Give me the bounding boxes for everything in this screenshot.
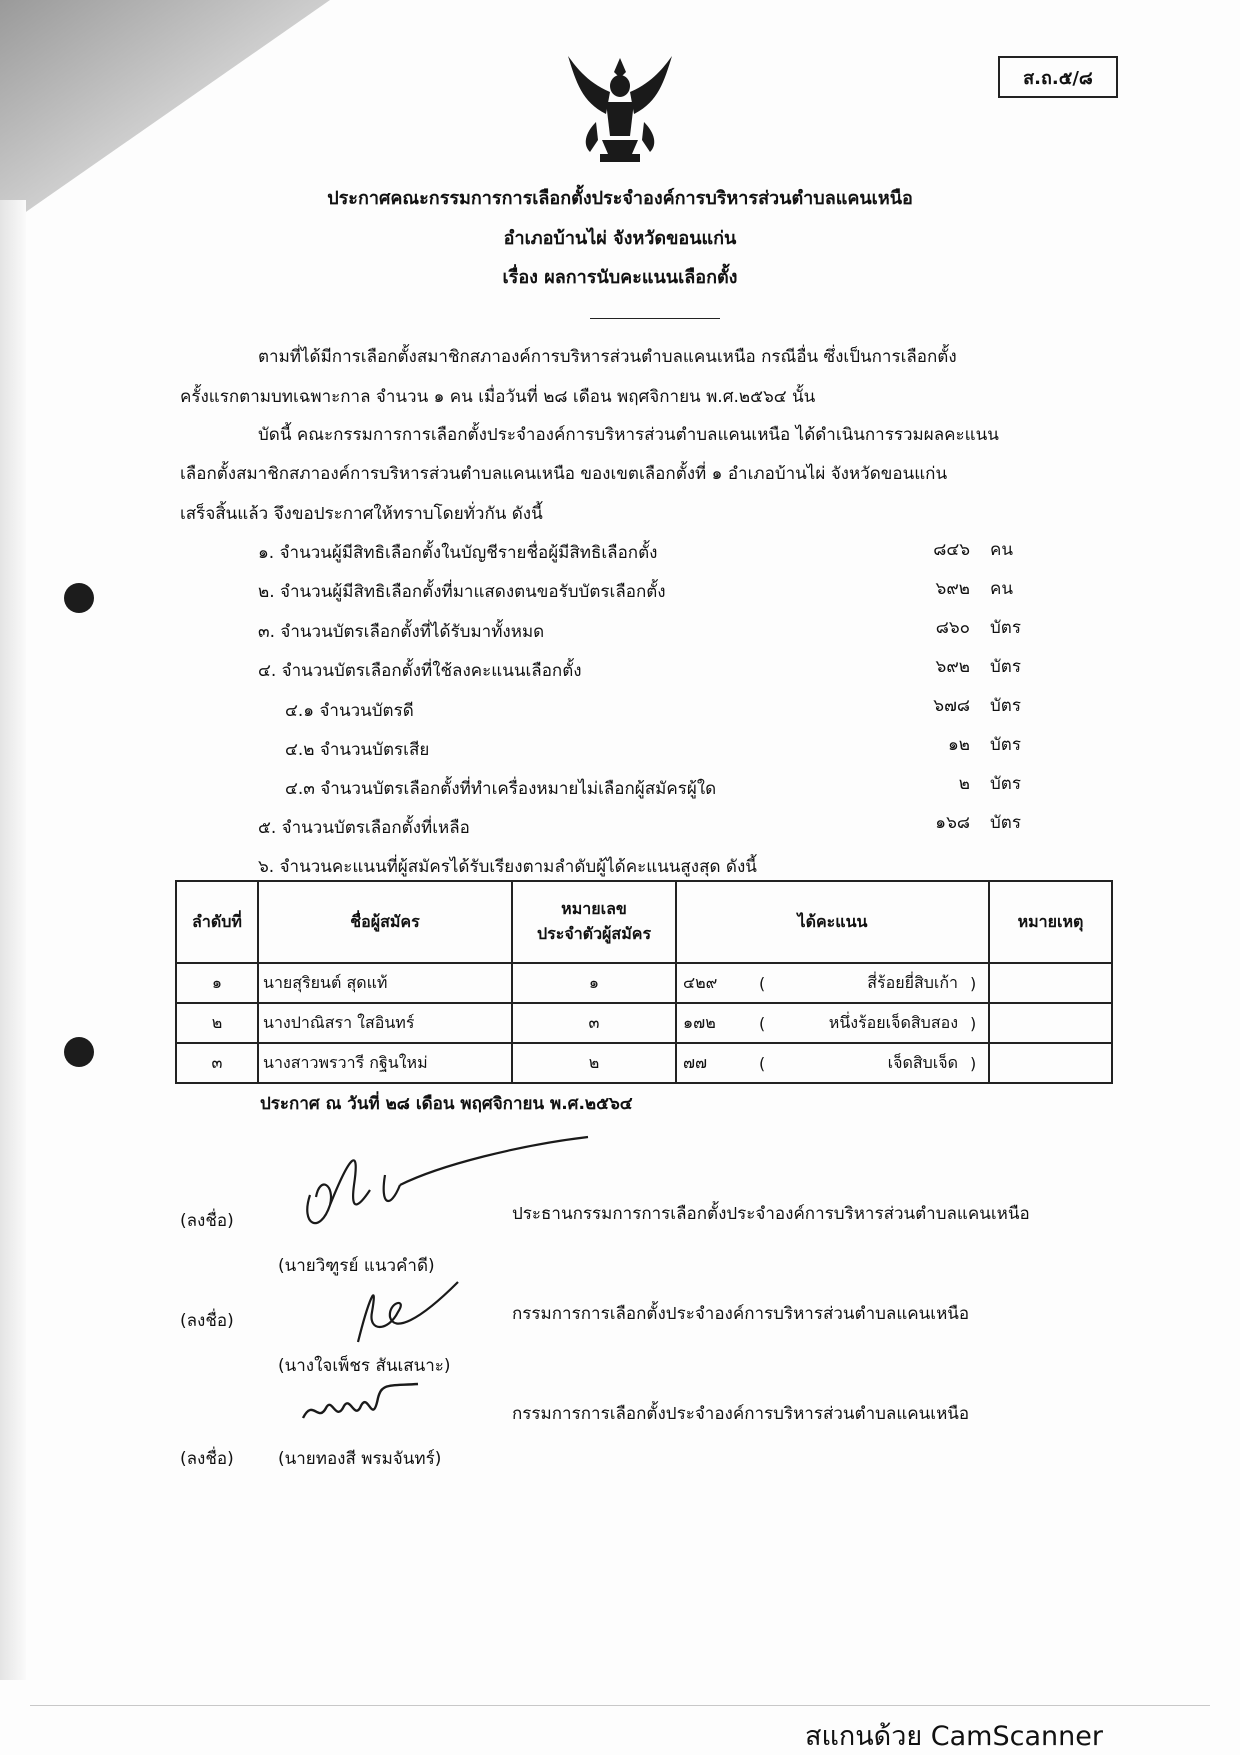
stat-label: ๑. จำนวนผู้มีสิทธิเลือกตั้งในบัญชีรายชื่อผู้มีสิทธิเลือกตั้ง [258,543,658,563]
header-name: ชื่อผู้สมัคร [258,881,512,963]
signature-member1-image [328,1272,468,1352]
garuda-emblem-icon [566,52,674,170]
score-in-words: สี่ร้อยยี่สิบเก้า [867,972,958,992]
stat-unit: บัตร [990,774,1021,794]
stat-unit: บัตร [990,657,1021,677]
header-score: ได้คะแนน [676,881,989,963]
signer-name: (นายวิฑูรย์ แนวคำดี) [278,1256,435,1276]
stat-value: ๘๖๐ [935,618,970,638]
punch-hole [64,1037,94,1067]
signer-position: ประธานกรรมการการเลือกตั้งประจำองค์การบริหารส่วนตำบลแคนเหนือ [512,1204,1030,1224]
stat-value: ๘๔๖ [933,540,970,560]
open-paren: ( [759,1053,766,1073]
cell-number: ๓ [512,1003,676,1043]
intro-paragraph-2b: เลือกตั้งสมาชิกสภาองค์การบริหารส่วนตำบลแคนเหนือ ของเขตเลือกตั้งที่ ๑ อำเภอบ้านไผ่ จังหวัดขอนแก่น [180,464,948,484]
signer-name: (นายทองสี พรมจันทร์) [278,1449,442,1469]
stat-unit: คน [990,540,1013,560]
heading-divider [590,318,720,319]
announcement-title: ประกาศคณะกรรมการการเลือกตั้งประจำองค์การบริหารส่วนตำบลแคนเหนือ [327,188,913,209]
stat-value: ๖๙๒ [935,657,970,677]
cell-number: ๑ [512,963,676,1003]
announcement-date: ประกาศ ณ วันที่ ๒๘ เดือน พฤศจิกายน พ.ศ.๒๕๖๔ [260,1094,633,1114]
stat-label: ๓. จำนวนบัตรเลือกตั้งที่ได้รับมาทั้งหมด [258,622,545,642]
stat-value: ๑๖๘ [935,813,970,833]
score-number: ๔๒๙ [683,972,718,992]
header-number-line2: ประจำตัวผู้สมัคร [536,924,652,943]
table-header-row [176,881,1112,963]
punch-hole [64,583,94,613]
score-number: ๑๗๒ [683,1012,716,1032]
signature-chairman-image [290,1135,590,1245]
stat-value: ๒ [958,774,970,794]
scan-edge-shadow [0,200,26,1680]
close-paren: ) [970,1013,977,1033]
header-number [512,881,676,963]
cell-rank: ๒ [176,1003,258,1043]
stat-unit: บัตร [990,735,1021,755]
intro-paragraph-1a: ตามที่ได้มีการเลือกตั้งสมาชิกสภาองค์การบริหารส่วนตำบลแคนเหนือ กรณีอื่น ซึ่งเป็นการเลือกตั้ง [258,347,957,367]
subject-line: เรื่อง ผลการนับคะแนนเลือกตั้ง [502,267,738,288]
cell-rank: ๑ [176,963,258,1003]
cell-name: นายสุริยนต์ สุดแท้ [258,963,512,1003]
cell-note [989,963,1112,1003]
stat-unit: บัตร [990,813,1021,833]
table-row [176,1003,1112,1043]
stat-label: ๔.๓ จำนวนบัตรเลือกตั้งที่ทำเครื่องหมายไม่เลือกผู้สมัครผู้ใด [285,779,717,799]
cell-number: ๒ [512,1043,676,1083]
stat-value: ๖๗๘ [933,696,970,716]
table-row [176,1043,1112,1083]
signer-name: (นางใจเพ็ชร สันเสนาะ) [278,1356,451,1376]
intro-paragraph-1b: ครั้งแรกตามบทเฉพาะกาล จำนวน ๑ คน เมื่อวันที่ ๒๘ เดือน พฤศจิกายน พ.ศ.๒๕๖๔ นั้น [180,387,816,407]
score-number: ๗๗ [683,1052,708,1072]
item-6-label: ๖. จำนวนคะแนนที่ผู้สมัครได้รับเรียงตามลำดับผู้ได้คะแนนสูงสุด ดังนี้ [258,857,757,877]
stat-value: ๖๙๒ [935,579,970,599]
close-paren: ) [970,1053,977,1073]
cell-name: นางปาณิสรา ใสอินทร์ [258,1003,512,1043]
stat-value: ๑๒ [948,735,970,755]
score-in-words: หนึ่งร้อยเจ็ดสิบสอง [828,1012,958,1032]
sign-label: (ลงชื่อ) [180,1449,234,1469]
open-paren: ( [759,1013,766,1033]
stat-unit: บัตร [990,696,1021,716]
stat-label: ๒. จำนวนผู้มีสิทธิเลือกตั้งที่มาแสดงตนขอรับบัตรเลือกตั้ง [258,582,666,602]
stat-unit: คน [990,579,1013,599]
table-row [176,963,1112,1003]
signature-member2-image [298,1378,428,1438]
document-code-box: ส.ถ.๕/๘ [998,56,1118,98]
stat-label: ๔.๒ จำนวนบัตรเสีย [285,740,430,760]
score-in-words: เจ็ดสิบเจ็ด [887,1052,958,1072]
close-paren: ) [970,973,977,993]
stat-unit: บัตร [990,618,1021,638]
cell-rank: ๓ [176,1043,258,1083]
cell-name: นางสาวพรวารี กฐินใหม่ [258,1043,512,1083]
stat-label: ๔. จำนวนบัตรเลือกตั้งที่ใช้ลงคะแนนเลือกตั้ง [258,661,582,681]
signer-position: กรรมการการเลือกตั้งประจำองค์การบริหารส่วนตำบลแคนเหนือ [512,1404,970,1424]
cell-score [676,1003,989,1043]
scan-bottom-edge [30,1705,1210,1706]
cell-score [676,1043,989,1083]
header-note: หมายเหตุ [989,881,1112,963]
open-paren: ( [759,973,766,993]
sign-label: (ลงชื่อ) [180,1311,234,1331]
signer-position: กรรมการการเลือกตั้งประจำองค์การบริหารส่วนตำบลแคนเหนือ [512,1304,970,1324]
camscanner-watermark: สแกนด้วย CamScanner [805,1721,1103,1752]
sign-label: (ลงชื่อ) [180,1211,234,1231]
results-table [175,880,1113,1084]
stat-label: ๔.๑ จำนวนบัตรดี [285,701,414,721]
cell-note [989,1043,1112,1083]
cell-note [989,1003,1112,1043]
intro-paragraph-2c: เสร็จสิ้นแล้ว จึงขอประกาศให้ทราบโดยทั่วกัน ดังนี้ [180,504,543,524]
district-line: อำเภอบ้านไผ่ จังหวัดขอนแก่น [503,228,737,249]
header-rank: ลำดับที่ [176,881,258,963]
intro-paragraph-2a: บัดนี้ คณะกรรมการการเลือกตั้งประจำองค์การบริหารส่วนตำบลแคนเหนือ ได้ดำเนินการรวมผลคะแนน [258,425,999,445]
header-number-line1: หมายเลข [561,899,627,918]
stat-label: ๕. จำนวนบัตรเลือกตั้งที่เหลือ [258,818,470,838]
cell-score [676,963,989,1003]
